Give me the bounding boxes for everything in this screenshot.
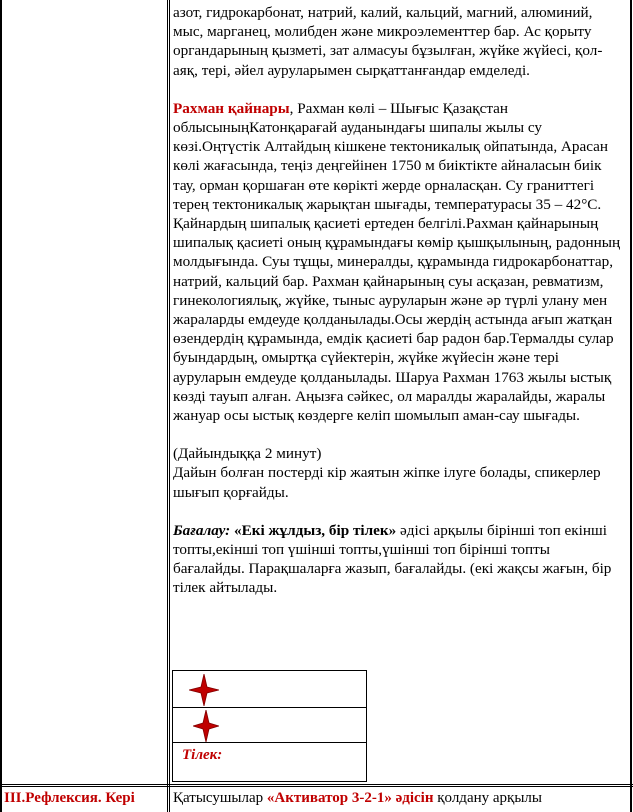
prep-time: (Дайындыққа 2 минут): [173, 445, 322, 463]
rakhman-title: Рахман қайнары: [173, 99, 290, 117]
table-border-right: [630, 0, 632, 812]
prep-text: Дайын болған постерді кір жаятын жіпке ілуге болады, спикерлер шығып қорғайды.: [173, 464, 601, 501]
star-row-1: [173, 671, 366, 708]
activator-method: «Активатор 3-2-1» әдісін: [266, 790, 434, 806]
rakhman-text: , Рахман көлі – Шығыс Қазақстан облысыныңКатонқарағай ауданындағы шипалы жылы су көзі.Оңтүстік Алтайдың кішкене тектоникалық ойпатында, Арасан көлі жағасында, теңіз деңгейінен 1750 м биіктікте айналасын биік тау, орман қоршаған өте көрікті жерде орналасқан. Су граниттегі терең тектоникалық жарықтан шығады, температурасы 35 – 42°С. Қайнардың шипалық қасиеті ертеден белгілі.Рахман қайнарының шипалық қасиеті оның құрамындағы көмір қышқылының, радонның молдығында. Суы тұщы, минералды, құрамында гидрокарбонаттар, натрий, кальций бар. Рахман қайнарының суы асқазан, ревматизм, гинекологиялық, жүйке, тыныс ауруларын және әр түрлі улану мен жараларды емдеуде қолданылады.Осы жердің астында ағып жатқан өзендердің құрамында, емдік қасиеті бар радон бар.Термалды сулар буындардың, омыртқа сүйектерін, жүйке жүйесін және тері ауруларын емдеуде қолданылады. Шаруа Рахман 1763 жылы ыстық көзді тауып алған. Аңызға сәйкес, ол маралды жаралайды, жаралы жануар осы ыстық көздерге келіп шомылып аман-сау шығады.: [173, 99, 621, 425]
star-icon: [193, 710, 219, 742]
table-row-divider: [0, 784, 633, 785]
evaluation-paragraph: [173, 521, 625, 598]
reflection-label: III.Рефлексия. Кері: [4, 790, 135, 806]
table-border-divider-2: [169, 0, 170, 812]
eval-method: «Екі жұлдыз, бір тілек»: [230, 521, 397, 539]
content-cell: [173, 3, 625, 598]
paragraph-rakhman: [173, 99, 625, 425]
table-border-divider: [167, 0, 168, 812]
reflection-text-pre: Қатысушылар: [173, 790, 267, 806]
two-stars-one-wish-table: [172, 670, 367, 782]
eval-label: Бағалау:: [173, 521, 231, 539]
eval-text: әдісі арқылы бірінші топ екінші топты,екінші топ үшінші топты,үшінші топ бірінші топты бағалайды. Парақшаларға жазып, бағалайды. (екі жақсы жағын, бір тілек айтылады.: [173, 521, 612, 597]
star-row-2: [173, 708, 366, 743]
star-icon: [189, 674, 219, 706]
reflection-text-post: қолдану арқылы: [433, 790, 542, 806]
table-row-divider-2: [0, 786, 633, 787]
table-border-left: [0, 0, 2, 812]
reflection-text: [173, 790, 625, 807]
paragraph-minerals: азот, гидрокарбонат, натрий, калий, кальций, магний, алюминий, мыс, марганец, молибден және микроэлементтер бар. Ас қорыту органдарының қызметі, зат алмасуы бұзылған, жүйке жүйесі, қол-аяқ, тері, әйел ауруларымен сырқаттанғандар емделеді.: [173, 4, 603, 79]
wish-label: Тілек:: [182, 747, 223, 763]
